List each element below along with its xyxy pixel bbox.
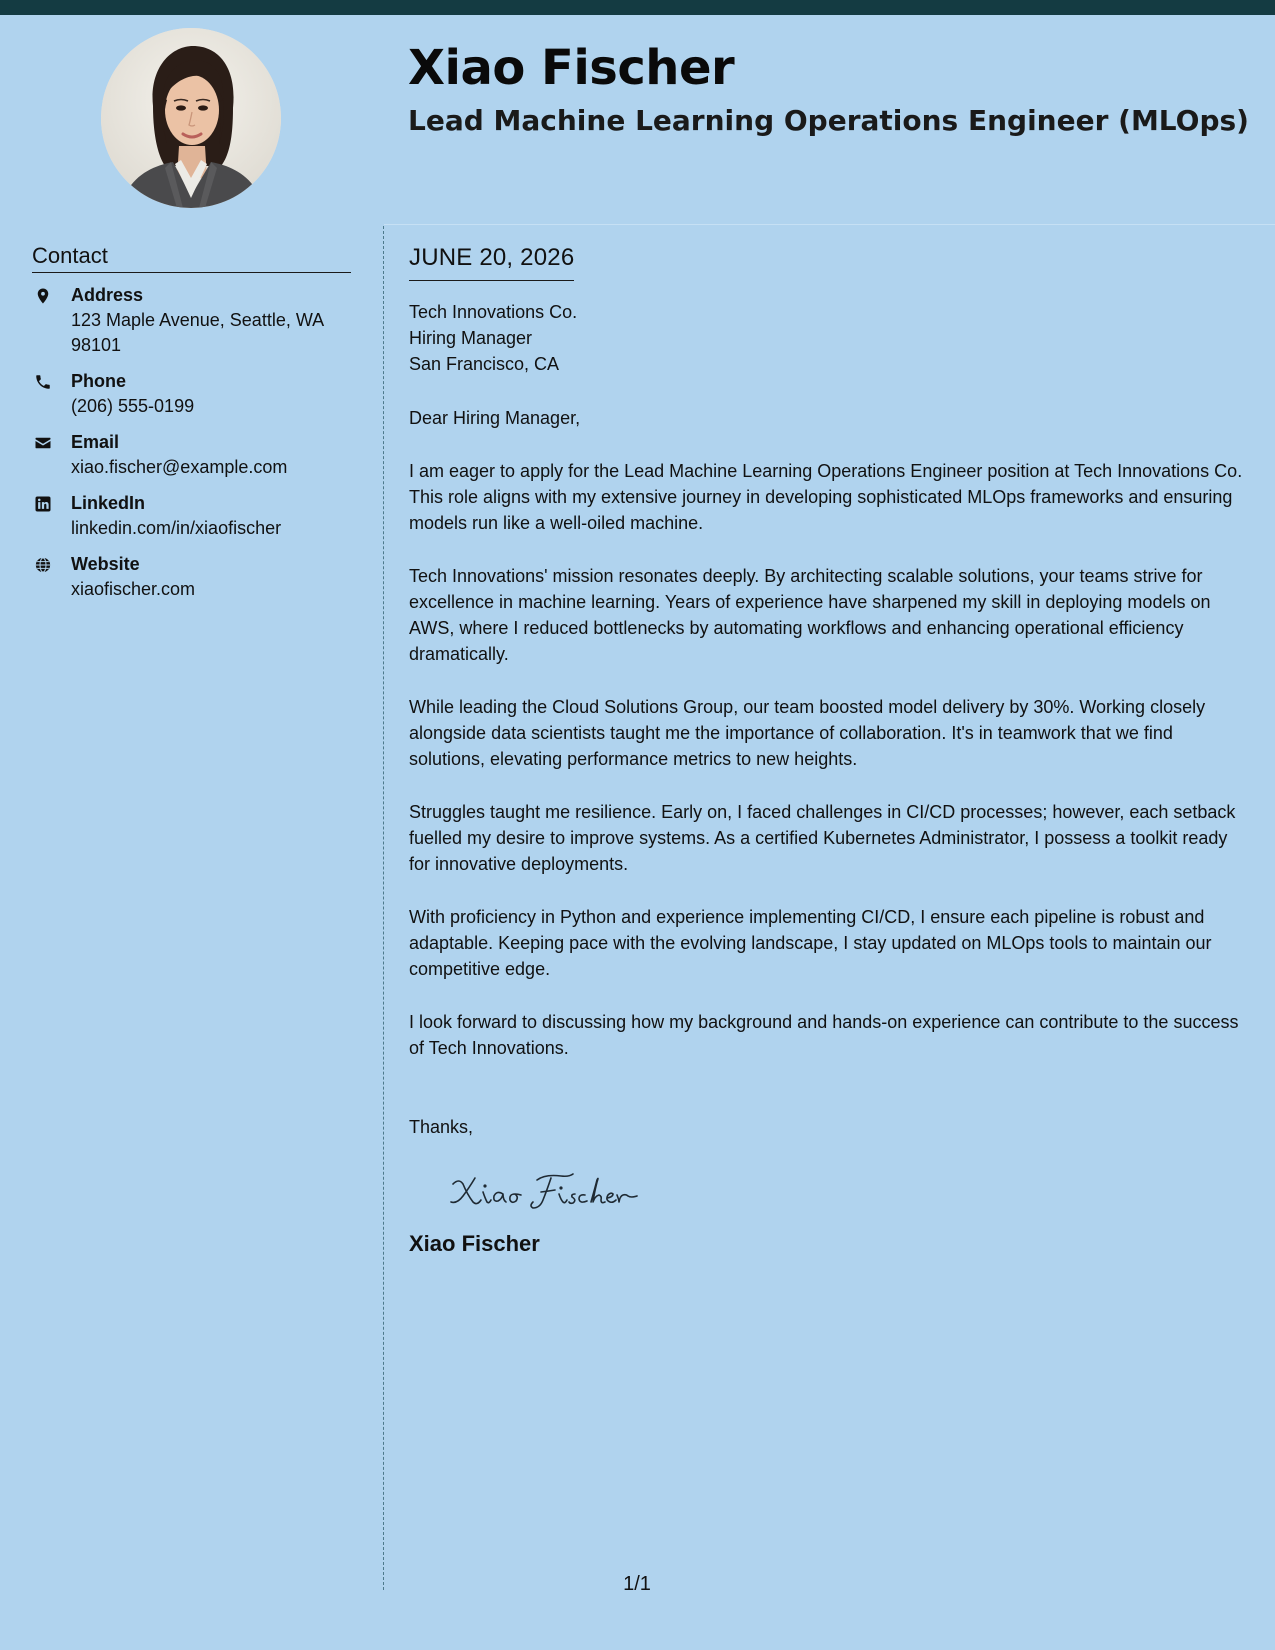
handwritten-signature [445, 1164, 645, 1214]
header-divider [384, 224, 1275, 225]
location-pin-icon [34, 287, 52, 305]
contact-list [32, 283, 351, 602]
linkedin-icon [34, 495, 52, 513]
linkedin-value[interactable]: linkedin.com/in/xiaofischer [71, 518, 282, 538]
address-label: Address [71, 285, 144, 305]
contact-heading: Contact [32, 242, 351, 273]
recipient-role: Hiring Manager [409, 328, 533, 348]
letter-body [409, 242, 1249, 1259]
signer-name: Xiao Fischer [409, 1231, 540, 1256]
paragraph-1: I am eager to apply for the Lead Machine Learning Operations Engineer position at Tech Innovations Co. This role aligns with my extensive journey in developing sophisticated MLOps frameworks and ensuring models run like a well-oiled machine. [409, 461, 1243, 533]
address-value: 123 Maple Avenue, Seattle, WA 98101 [71, 310, 324, 355]
page-number: 1/1 [623, 1573, 651, 1595]
email-label: Email [71, 432, 120, 452]
paragraph-3: While leading the Cloud Solutions Group, our team boosted model delivery by 30%. Working closely alongside data scientists taught me the importance of collaboration. It's in teamwork that we find solutions, elevating performance metrics to new heights. [409, 697, 1206, 769]
recipient-company: Tech Innovations Co. [409, 302, 578, 322]
globe-icon [34, 556, 52, 574]
paragraph-4: Struggles taught me resilience. Early on, I faced challenges in CI/CD processes; however, each setback fuelled my desire to improve systems. As a certified Kubernetes Administrator, I possess a toolkit ready for innovative deployments. [409, 802, 1236, 874]
linkedin-label: LinkedIn [71, 493, 146, 513]
phone-value[interactable]: (206) 555-0199 [71, 396, 195, 416]
contact-address [32, 283, 351, 358]
profile-photo [101, 28, 281, 208]
paragraph-2: Tech Innovations' mission resonates deeply. By architecting scalable solutions, your teams strive for excellence in machine learning. Years of experience have sharpened my skill in deploying models on AWS, where I reduced bottlenecks by automating workflows and enhancing operational efficiency dramatically. [409, 566, 1211, 664]
contact-linkedin [32, 491, 351, 541]
phone-icon [34, 373, 52, 391]
applicant-name: Xiao Fischer [408, 40, 735, 96]
paragraph-6: I look forward to discussing how my background and hands-on experience can contribute to the success of Tech Innovations. [409, 1012, 1239, 1058]
column-divider [383, 226, 384, 1590]
recipient-block [409, 299, 1249, 377]
website-label: Website [71, 554, 140, 574]
job-title: Lead Machine Learning Operations Engineer (MLOps) [408, 104, 1249, 137]
portrait-image [101, 28, 281, 208]
phone-label: Phone [71, 371, 127, 391]
email-value[interactable]: xiao.fischer@example.com [71, 457, 288, 477]
envelope-icon [34, 434, 52, 452]
website-value[interactable]: xiaofischer.com [71, 579, 196, 599]
closing: Thanks, [409, 1117, 474, 1137]
letter-date: JUNE 20, 2026 [409, 242, 574, 281]
contact-sidebar [32, 242, 351, 613]
recipient-location: San Francisco, CA [409, 354, 560, 374]
contact-phone [32, 369, 351, 419]
salutation: Dear Hiring Manager, [409, 408, 581, 428]
paragraph-5: With proficiency in Python and experience implementing CI/CD, I ensure each pipeline is robust and adaptable. Keeping pace with the evolving landscape, I stay updated on MLOps tools to maintain our competitive edge. [409, 907, 1212, 979]
contact-email [32, 430, 351, 480]
contact-website [32, 552, 351, 602]
top-accent-bar [0, 0, 1275, 15]
